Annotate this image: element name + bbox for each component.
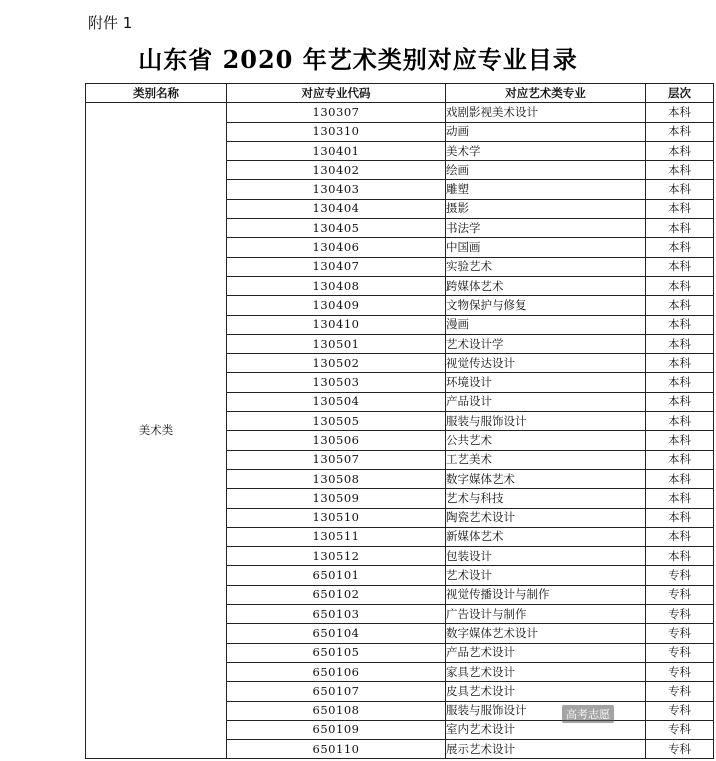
- major-cell: 包装设计: [446, 547, 646, 566]
- major-cell: 视觉传播设计与制作: [446, 585, 646, 604]
- major-cell: 视觉传达设计: [446, 354, 646, 373]
- major-cell: 中国画: [446, 238, 646, 257]
- level-cell: 本科: [646, 373, 714, 392]
- code-cell: 130405: [227, 219, 446, 238]
- level-cell: 本科: [646, 141, 714, 160]
- table-header-row: [86, 84, 714, 103]
- code-cell: 130510: [227, 508, 446, 527]
- code-cell: 130404: [227, 199, 446, 218]
- code-cell: 130511: [227, 527, 446, 546]
- code-cell: 130401: [227, 141, 446, 160]
- major-cell: 绘画: [446, 161, 646, 180]
- code-cell: 130508: [227, 469, 446, 488]
- level-cell: 本科: [646, 450, 714, 469]
- code-cell: 650108: [227, 701, 446, 720]
- level-cell: 本科: [646, 489, 714, 508]
- major-cell: 产品设计: [446, 392, 646, 411]
- level-cell: 专科: [646, 624, 714, 643]
- watermark: 高考志愿: [562, 705, 614, 723]
- major-cell: 雕塑: [446, 180, 646, 199]
- level-cell: 专科: [646, 720, 714, 739]
- level-cell: 专科: [646, 643, 714, 662]
- major-cell: 产品艺术设计: [446, 643, 646, 662]
- level-cell: 专科: [646, 740, 714, 759]
- attachment-label: 附件 1: [88, 14, 133, 32]
- level-cell: 本科: [646, 392, 714, 411]
- level-cell: 本科: [646, 219, 714, 238]
- major-cell: 美术学: [446, 141, 646, 160]
- level-cell: 专科: [646, 701, 714, 720]
- header-level: 层次: [646, 84, 714, 103]
- major-cell: 文物保护与修复: [446, 296, 646, 315]
- header-major: 对应艺术类专业: [446, 84, 646, 103]
- major-cell: 书法学: [446, 219, 646, 238]
- level-cell: 本科: [646, 103, 714, 122]
- level-cell: 本科: [646, 161, 714, 180]
- level-cell: 专科: [646, 662, 714, 681]
- major-cell: 艺术与科技: [446, 489, 646, 508]
- level-cell: 专科: [646, 566, 714, 585]
- level-cell: 本科: [646, 296, 714, 315]
- major-cell: 跨媒体艺术: [446, 276, 646, 295]
- major-cell: 皮具艺术设计: [446, 682, 646, 701]
- major-cell: 环境设计: [446, 373, 646, 392]
- code-cell: 130509: [227, 489, 446, 508]
- category-cell: 美术类: [86, 103, 227, 759]
- code-cell: 130407: [227, 257, 446, 276]
- level-cell: 本科: [646, 257, 714, 276]
- code-cell: 650106: [227, 662, 446, 681]
- major-cell: 戏剧影视美术设计: [446, 103, 646, 122]
- code-cell: 130409: [227, 296, 446, 315]
- major-cell: 漫画: [446, 315, 646, 334]
- code-cell: 650103: [227, 605, 446, 624]
- code-cell: 130402: [227, 161, 446, 180]
- table-body: [86, 103, 714, 759]
- code-cell: 650102: [227, 585, 446, 604]
- level-cell: 专科: [646, 605, 714, 624]
- code-cell: 130503: [227, 373, 446, 392]
- level-cell: 本科: [646, 431, 714, 450]
- level-cell: 本科: [646, 315, 714, 334]
- level-cell: 本科: [646, 199, 714, 218]
- major-cell: 摄影: [446, 199, 646, 218]
- major-cell: 数字媒体艺术: [446, 469, 646, 488]
- code-cell: 130408: [227, 276, 446, 295]
- code-cell: 130310: [227, 122, 446, 141]
- code-cell: 130410: [227, 315, 446, 334]
- level-cell: 本科: [646, 180, 714, 199]
- level-cell: 本科: [646, 238, 714, 257]
- page-title: 山东省 2020 年艺术类别对应专业目录: [138, 45, 578, 74]
- major-cell: 服装与服饰设计: [446, 701, 646, 720]
- code-cell: 650109: [227, 720, 446, 739]
- major-cell: 新媒体艺术: [446, 527, 646, 546]
- major-cell: 动画: [446, 122, 646, 141]
- major-cell: 工艺美术: [446, 450, 646, 469]
- code-cell: 130506: [227, 431, 446, 450]
- code-cell: 130406: [227, 238, 446, 257]
- major-cell: 艺术设计学: [446, 334, 646, 353]
- code-cell: 130403: [227, 180, 446, 199]
- major-cell: 展示艺术设计: [446, 740, 646, 759]
- level-cell: 本科: [646, 508, 714, 527]
- major-cell: 公共艺术: [446, 431, 646, 450]
- level-cell: 专科: [646, 585, 714, 604]
- major-catalog-table: [85, 83, 714, 759]
- level-cell: 专科: [646, 682, 714, 701]
- major-cell: 陶瓷艺术设计: [446, 508, 646, 527]
- level-cell: 本科: [646, 412, 714, 431]
- major-cell: 家具艺术设计: [446, 662, 646, 681]
- major-cell: 艺术设计: [446, 566, 646, 585]
- code-cell: 650105: [227, 643, 446, 662]
- major-cell: 室内艺术设计: [446, 720, 646, 739]
- code-cell: 130501: [227, 334, 446, 353]
- code-cell: 650107: [227, 682, 446, 701]
- level-cell: 本科: [646, 276, 714, 295]
- header-category: 类别名称: [86, 84, 227, 103]
- major-cell: 广告设计与制作: [446, 605, 646, 624]
- level-cell: 本科: [646, 354, 714, 373]
- code-cell: 130512: [227, 547, 446, 566]
- major-cell: 数字媒体艺术设计: [446, 624, 646, 643]
- code-cell: 130505: [227, 412, 446, 431]
- level-cell: 本科: [646, 469, 714, 488]
- code-cell: 650110: [227, 740, 446, 759]
- major-cell: 服装与服饰设计: [446, 412, 646, 431]
- level-cell: 本科: [646, 547, 714, 566]
- level-cell: 本科: [646, 527, 714, 546]
- code-cell: 650104: [227, 624, 446, 643]
- level-cell: 本科: [646, 334, 714, 353]
- header-code: 对应专业代码: [227, 84, 446, 103]
- code-cell: 130504: [227, 392, 446, 411]
- code-cell: 130502: [227, 354, 446, 373]
- code-cell: 650101: [227, 566, 446, 585]
- level-cell: 本科: [646, 122, 714, 141]
- code-cell: 130507: [227, 450, 446, 469]
- code-cell: 130307: [227, 103, 446, 122]
- major-cell: 实验艺术: [446, 257, 646, 276]
- table-row: [86, 103, 714, 122]
